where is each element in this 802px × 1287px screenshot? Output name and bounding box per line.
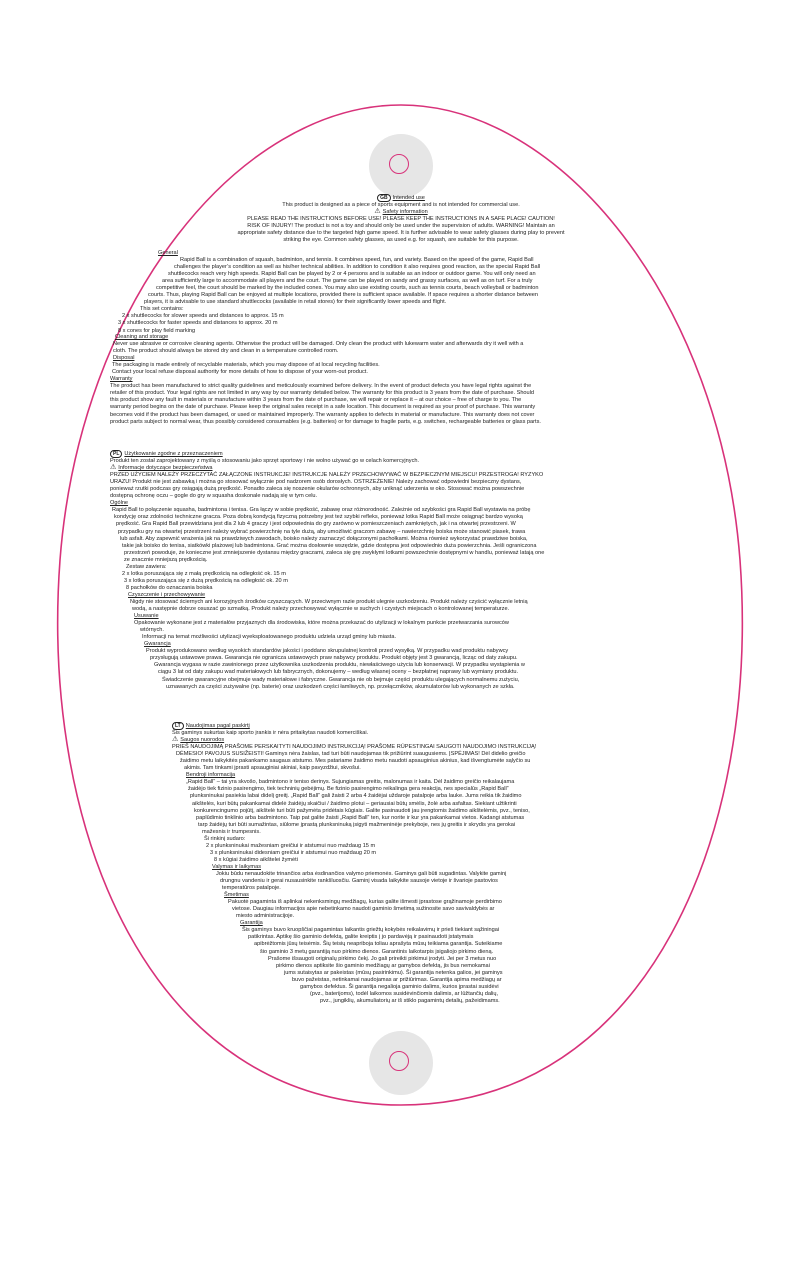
en-general-l7: players, it is advisable to use standard shuttlecocks (available in retail stores) for their significantly lower speeds and flight. [144, 299, 447, 306]
lt-general-title: Bendroji informacija [186, 772, 236, 779]
en-general-title: General [158, 250, 178, 256]
pl-safety-l1: PRZED UŻYCIEM NALEŻY PRZECZYTAĆ ZAŁĄCZONE INSTRUKCJE! INSTRUKCJE NALEŻY PRZECHOWYWAĆ W BEZPIECZNYM MIEJSCU! PRZESTROGA! RYZYKO [110, 472, 544, 479]
lt-general-l2: žaidėjo tiek fizinio pasirengimo, tiek techninių gebėjimų. Be fizinio pasirengimo reikalinga gera reakcija, nes specialūs „Rapid Ball“ [188, 786, 509, 793]
pl-warranty-l3: Gwarancja wygasa w razie zawinionego przez użytkownika uszkodzenia produktu, niewłaściwego użycia lub konserwacji. W przypadku wystąpienia w [154, 662, 525, 669]
section-en-rest [110, 334, 541, 426]
en-contents-1: 2 x shuttlecocks for slower speeds and distances to approx. 15 m [122, 313, 284, 320]
pl-warranty-l4: ciągu 3 lat od daty zakupu wad materiałowych lub fabrycznych, dokonujemy – według własnej oceny – bezpłatnej naprawy lub wymiany produktu. [158, 669, 519, 676]
en-warranty-l3: this product show any fault in materials or manufacture within 3 years from the date of purchase, we will repair or replace it – at our choice – free of charge to you. The [110, 397, 522, 404]
en-general-l1: Rapid Ball is a combination of squash, badminton, and tennis. It combines speed, fun, and variety. Based on the speed of the game, Rapid Ball [180, 257, 534, 264]
hole-top [369, 134, 433, 198]
lt-general-l5: konkurencingumo pojūtį, aikštelė turi būti pažymėta pridėtais kūgiais. Galite pasinaudoti jau įrengtomis žaidimo aikštelėmis, pvz., teniso, [194, 807, 530, 814]
pl-intended-text: Produkt ten został zaprojektowany z myślą o stosowaniu jako sprzęt sportowy i nie wolno używać go w celach komercyjnych. [110, 458, 420, 465]
lt-disposal-l3: miesto administracijoje. [236, 913, 295, 920]
lang-badge-lt: LT [172, 722, 184, 730]
pl-general-l7: przestrzeń powoduje, że konieczne jest zmniejszenie dystansu między graczami, zaleca się grę zwykłymi lotkami powszechnie dostępnymi w handlu, ponieważ latają one [124, 549, 545, 556]
pl-contents-2: 3 x lotka poruszająca się z dużą prędkością na odległość ok. 20 m [124, 577, 288, 584]
en-warranty-l4: warranty period begins on the date of purchase. Please keep the original sales receipt in a safe location. This document is required as your proof of purchase. This warranty [110, 404, 536, 411]
en-general-l3: shuttlecocks reach very high speeds. Rapid Ball can be played by 2 or 4 persons and is suitable as an indoor or outdoor game. You will only need an [168, 271, 536, 278]
en-disposal-title: Disposal [113, 355, 135, 362]
en-safety-l3: appropriate safety distance due to the targeted high game speed. It is further advisable to wear safety glasses during play to prevent [237, 230, 565, 237]
warning-triangle-icon: ⚠ [172, 736, 179, 744]
lt-disposal-title: Šmetimas [224, 892, 249, 899]
pl-safety-title: Informacje dotyczące bezpieczeństwa [118, 465, 213, 472]
hole-top-ring [389, 154, 409, 174]
en-warranty-l6: product parts subject to normal wear, thus possibly considered consumables (e.g. batteries) or for damage to fragile parts, e.g. switches, rechargeable batteries or glass parts. [110, 418, 541, 425]
en-general-l2: challenges the player’s condition as well as his/her technical abilities. In addition to condition it also requires good reaction, as the special Rapid Ball [174, 264, 541, 271]
lt-cleaning-title: Valymas ir laikymas [212, 863, 262, 870]
en-contents-3: 8 x cones for play field marking [118, 327, 196, 334]
pl-cleaning-title: Czyszczenie i przechowywanie [128, 591, 206, 598]
lt-contents-1: 2 x plunksninukai mažesniam greičiui ir atstumui nuo maždaug 15 m [206, 842, 376, 849]
pl-contents-3: 8 pachołków do oznaczania boiska [126, 584, 213, 591]
pl-general-l3: prędkość. Gra Rapid Ball przewidziana jest dla 2 lub 4 graczy i jest odpowiednia do gry zarówno w pomieszczeniach zamkniętych, jak i na otwartej przestrzeni. W [116, 521, 516, 528]
pl-contents-1: 2 x lotka poruszająca się z małą prędkością na odległość ok. 15 m [122, 570, 286, 577]
en-warranty-l1: The product has been manufactured to strict quality guidelines and meticulously examined before delivery. In the event of product defects you have legal rights against the [110, 383, 532, 390]
en-safety-l1: PLEASE READ THE INSTRUCTIONS BEFORE USE! PLEASE KEEP THE INSTRUCTIONS IN A SAFE PLACE! CAUTION! [247, 216, 555, 223]
pl-general-l5: lub asfalt. Aby zapewnić wrażenia jak na prawdziwych zawodach, boisko należy zaznaczyć dołączonymi pachołkami. Można również wykorzystać prawdziwe boiska, [120, 535, 528, 542]
pl-disposal-l2: wtórnych. [140, 627, 164, 634]
lt-general-l3: plunksninukai pasiekia labai didelį greitį. „Rapid Ball“ gali žaisti 2 arba 4 žaidėjai uždaroje patalpoje arba lauke. Jums reikia tik žaidimo [190, 793, 522, 800]
lt-contents-3: 8 x kūgiai žaidimo aikštelei žymėti [214, 856, 298, 863]
lt-warranty-l6: pirkimo dienos aptiksite šio gaminio medžiagų ar gamybos defektą, jis bus nemokamai [276, 962, 490, 969]
pl-warranty-l5: Świadczenie gwarancyjne obejmuje wady materiałowe i fabryczne. Gwarancja nie ob bejmuje części produktu ulegających normalnemu zużyciu, [162, 676, 520, 683]
section-en-general [118, 250, 540, 335]
lt-cleaning-l2: drungnu vandeniu ir gerai nusausinkite rankšluosčiu. Gaminį visada laikykite sausoje vietoje ir švarioje pastovios [220, 878, 498, 885]
en-safety-l4: striking the eye. Common safety glasses, as used e.g. for squash, are suitable for this purpose. [283, 237, 519, 244]
lt-contents-title: Ši rinkinį sudaro: [204, 835, 246, 842]
en-contents-2: 3 x shuttlecocks for faster speeds and distances to approx. 20 m [118, 320, 278, 327]
en-intended-title: Intended use [392, 195, 425, 201]
en-general-l5: competitive feel, the court should be marked by the included cones. You may also use existing courts, such as tennis courts, beach volleyball or badminton [156, 285, 539, 292]
en-safety-title: Safety information [382, 209, 428, 216]
lt-warranty-l1: Šis gaminys buvo kruopščiai pagamintas laikantis griežtų kokybės reikalavimų ir prieš tiekiant sąžiningai [242, 927, 500, 934]
lt-warranty-l3: apibrėžtomis jūsų teisėmis. Šių teisių neapriboja toliau aprašyta mūsų teikiama garantija. Suteikiame [254, 941, 503, 948]
pl-safety-l3: ponieważ rzutki podczas gry osiągają dużą prędkość. Ponadto zaleca się noszenie okularów ochronnych, aby uniknąć uderzenia w oko. Stosować można powszechnie [110, 486, 525, 493]
en-disposal-l2: Contact your local refuse disposal authority for more details of how to dispose of your worn-out product. [112, 369, 368, 376]
warning-triangle-icon: ⚠ [110, 464, 117, 472]
pl-warranty-l1: Produkt wyprodukowano według wysokich standardów jakości i poddano skrupulatnej kontroli przed wysyłką. W przypadku wad produktu nabywcy [146, 648, 509, 655]
en-warranty-title: Warranty [110, 376, 133, 383]
pl-general-l6: takie jak boisko do tenisa, siatkówki plażowej lub badmintona. Grać można dosłownie wszędzie, gdzie dostępna jest odpowiednio duża powierzchnia. Jeśli ograniczona [122, 542, 537, 549]
pl-intended-title: Użytkowanie zgodne z przeznaczeniem [124, 451, 223, 457]
lt-warranty-l5: Prašome išsaugoti originalų pirkimo čekį. Jo gali prireikti pirkimui įrodyti. Jei per 3 metus nuo [268, 955, 497, 962]
en-safety-l2: RISK OF INJURY! The product is not a toy and should only be used under the supervision of adults. WARNING! Maintain an [247, 223, 555, 230]
en-general-l6: courts. Thus, playing Rapid Ball can be enjoyed at multiple locations, provided there is sufficient space available. If space requires a shorter distance between [148, 292, 539, 299]
lt-warranty-l2: patikrintas. Aptikę šio gaminio defektą, galite kreiptis į jo pardavėją ir pasinaudoti įstatymais [248, 934, 474, 941]
lt-cleaning-l3: temperatūros patalpoje. [222, 885, 281, 892]
section-lt [172, 722, 536, 1005]
en-warranty-l2: retailer of this product. Your legal rights are not limited in any way by our warranty detailed below. The warranty for this product is 3 years from the date of purchase. Should [110, 390, 535, 397]
lt-warranty-l10: (pvz., baterijoms), todėl laikomos susidėvinčiomis dalimis, ar lūžtančių dalių, [310, 990, 499, 997]
section-pl [110, 450, 544, 691]
hole-bottom [369, 1031, 433, 1095]
pl-safety-l2: URAZU! Produkt nie jest zabawką i można go stosować wyłącznie pod nadzorem osób dorosłych. OSTRZEŻENIE! Należy zachować odpowiedni bezpieczny dystans, [110, 479, 522, 486]
lt-warranty-l7: jums sutaisytas ar pakeistas (mūsų pasirinkimu). Ši garantija netenka galios, jei gaminys [284, 969, 503, 976]
lt-general-l1: „Rapid Ball“ – tai yra skvošo, badmintono ir teniso derinys. Sujungiamas greitis, malonumas ir kaita. Dėl žaidimo greičio reikalaujama [186, 779, 515, 786]
lt-general-l6: paplūdimio tinklinio arba badmintono. Taip pat galite žaisti „Rapid Ball“ ten, kur norite ir kur yra pakankamai vietos. Kadangi atstumas [196, 814, 525, 821]
pl-warranty-l2: przysługują ustawowe prawa. Gwarancja nie ogranicza ustawowych praw nabywcy produktu. Produkt objęty jest 3 gwarancją, licząc od daty zakupu. [150, 655, 518, 662]
lt-disposal-l1: Pakuotė pagaminta iš aplinkai nekenksmingų medžiagų, kurias galite išmesti įprastose grąžinamoje perdirbimo [228, 899, 502, 906]
en-general-l4: area sufficiently large to accommodate all players and the court. The game can be played on sandy and grassy surfaces, as well as on turf. For a truly [162, 278, 533, 285]
pl-contents-title: Zestaw zawiera: [126, 563, 167, 570]
lt-warranty-l11: pvz., jungiklių, akumuliatorių ar iš stiklo pagamintų detalių, pažeidimams. [320, 997, 500, 1004]
lang-badge-gb: GB [377, 194, 391, 202]
pl-cleaning-l2: wodą, a następnie dobrze osuszać go szmatką. Produkt należy przechowywać wyłącznie w suchych i czystych miejscach o kontrolowanej temperaturze. [132, 606, 510, 613]
hole-bottom-ring [389, 1051, 409, 1071]
lt-safety-l3: žaidimo metu laikykitės pakankamo saugaus atstumo. Mes patariame žaidimo metu naudoti apsauginius akinius, kad išvengtumėte sąlyčio su [180, 758, 531, 765]
pl-safety-l4: dostępną ochronę oczu – gogle do gry w squasha doskonale nadają się w tym celu. [110, 493, 318, 500]
lt-warranty-title: Garantija [240, 920, 263, 927]
lt-safety-l4: akimis. Tam tinkami įprasti apsauginiai akiniai, kaip pavyzdžiui, skvošui. [184, 765, 361, 772]
lt-intended-title: Naudojimas pagal paskirtį [185, 723, 250, 729]
lt-warranty-l9: gamybos defektus. Ši garantija negalioja gaminio dalims, kurios įprastai susidėvi [300, 983, 499, 990]
warning-triangle-icon: ⚠ [374, 208, 381, 216]
pl-general-l8: ze znacznie mniejszą prędkością. [124, 556, 208, 563]
lt-warranty-l4: šio gaminio 3 metų garantiją nuo pirkimo dienos. Garantinis laikotarpis įsigaliojo pirkimo dieną. [260, 948, 494, 955]
pl-general-l4: przypadku gry na otwartej przestrzeni należy wybrać powierzchnię na tyle dużą, aby umożliwić graczom zabawę – nawierzchnię boiska może stanowić piasek, trawa [118, 528, 526, 535]
lt-general-l4: aikštelės, kuri būtų pakankamai didelė žaidėjų skaičiui / žaidimo plotui – geriausiai būtų smėlis, žolė arba asfaltas. Siekiant užtikrinti [192, 800, 517, 807]
section-en [110, 194, 692, 244]
lt-warranty-l8: buvo pažeistas, netinkamai naudojamas ar prižiūrimas. Garantija apima medžiagų ar [292, 976, 502, 983]
en-cleaning-title: Cleaning and storage [115, 334, 169, 340]
lt-general-l8: mažesnis ir trumpesnis. [202, 828, 261, 835]
lt-safety-title: Saugos nuorodos [180, 737, 225, 744]
pl-disposal-l3: Informacji na temat możliwości utylizacji wyeksploatowanego produktu udziela urząd gminy lub miasta. [142, 634, 397, 641]
en-cleaning-l2: cloth. The product should always be stored dry and clean in a temperature controlled room. [113, 348, 339, 355]
pl-cleaning-l1: Nigdy nie stosować ściernych ani korozyjnych środków czyszczących. W przeciwnym razie produkt ulegnie uszkodzeniu. Produkt należy czyścić wyłącznie letnią [130, 598, 528, 605]
pl-general-l1: Rapid Ball to połączenie squasha, badmintona i tenisa. Gra łączy w sobie prędkość, zabawę oraz różnorodność. Zależnie od szybkości gra Rapid Ball wystawia na próbę [112, 507, 531, 514]
pl-disposal-title: Usuwanie [134, 613, 159, 620]
en-intended-text: This product is designed as a piece of sports equipment and is not intended for commercial use. [282, 202, 520, 209]
lt-cleaning-l1: Jokiu būdu nenaudokite trinančios arba ėsdinančios valymo priemonės. Gaminys gali būti sugadintas. Valykite gaminį [216, 870, 507, 877]
lang-badge-pl: PL [110, 450, 122, 458]
lt-safety-l2: DĖMESIO! PAVOJUS SUSIŽEISTI! Gaminys nėra žaislas, tad turi būti naudojamas tik prižiūrint suaugusiems. ĮSPĖJIMAS! Dėl didelio greičio [176, 751, 526, 758]
lt-general-l7: tarp žaidėjų turi būti sumažintas, siūlome įprastą plunksninuką įsigyti mažmeninėje prekyboje, nes jų greitis ir skrydis yra gerokai [198, 821, 516, 828]
pl-general-l2: kondycję oraz zdolności techniczne gracza. Poza dobrą kondycją fizyczną potrzebny jest też szybki refleks, ponieważ lotka Rapid Ball może osiągnąć bardzo wysoką [114, 514, 523, 521]
en-contents-title: This set contains: [140, 306, 184, 313]
en-cleaning-l1: Never use abrasive or corrosive cleaning agents. Otherwise the product will be damaged. Only clean the product with lukewarm water and afterwards dry it well with a [113, 341, 524, 348]
en-warranty-l5: becomes void if the product has been damaged, or used or maintained improperly. The warranty applies to defects in material or manufacture. This warranty does not cover [110, 411, 535, 418]
lt-contents-2: 3 x plunksninukai didesniam greičiui ir atstumui nuo maždaug 20 m [210, 849, 377, 856]
pl-warranty-l6: uznawanych za części zużywalne (np. baterie) oraz uszkodzeń części łamliwych, np. przełączników, akumulatorów lub wykonanych ze szkła. [166, 683, 515, 690]
pl-disposal-l1: Opakowanie wykonane jest z materiałów przyjaznych dla środowiska, które można przekazać do utylizacji w lokalnym punkcie przetwarzania surowców [134, 620, 509, 627]
pl-warranty-title: Gwarancja [144, 641, 171, 648]
lt-safety-l1: PRIEŠ NAUDOJIMĄ PRAŠOME PERSKAITYTI NAUDOJIMO INSTRUKCIJĄ! PRAŠOME RŪPESTINGAI SAUGOTI NAUDOJIMO INSTRUKCIJĄ! [172, 744, 537, 751]
lt-disposal-l2: vietose. Daugiau informacijos apie nebetinkamo naudoti gaminio šmetimą sužinosite savo savivaldybės ar [232, 906, 495, 913]
pl-general-title: Ogólne [110, 500, 129, 507]
en-disposal-l1: The packaging is made entirely of recyclable materials, which you may dispose of at local recycling facilities. [112, 362, 380, 369]
lt-intended-text: Šis gaminys sukurtas kaip sporto įrankis ir nėra pritaikytas naudoti komerciškai. [172, 730, 369, 737]
